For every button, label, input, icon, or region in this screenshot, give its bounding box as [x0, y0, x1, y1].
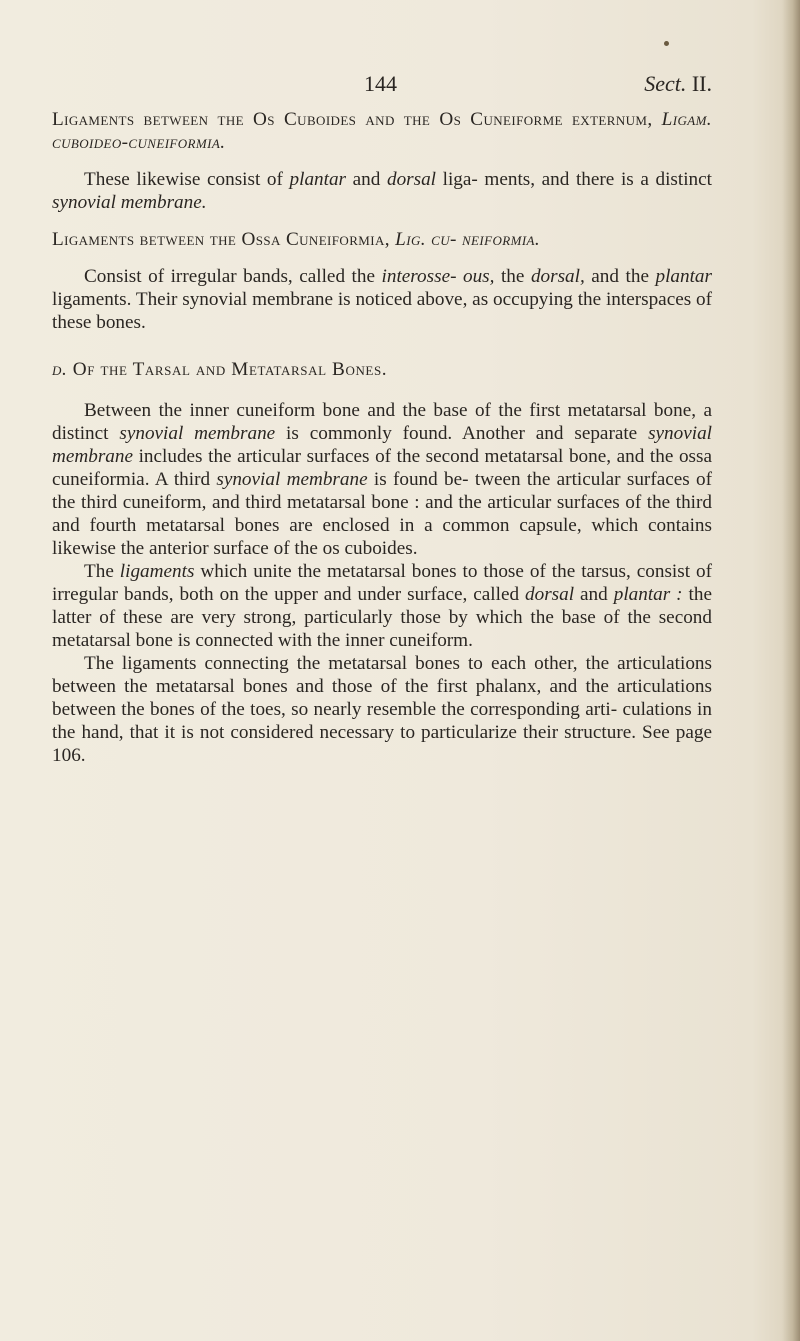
italic-run: plantar	[655, 266, 712, 287]
text-run: is commonly found. Another and separate	[275, 423, 649, 444]
italic-run: plantar	[289, 169, 347, 190]
paragraph-plantar-dorsal	[52, 168, 712, 214]
page-content	[52, 72, 712, 767]
italic-run: synovial membrane	[216, 469, 368, 490]
paragraph-toe-articulations: The ligaments connecting the metatarsal bones to each other, the articulations between the metatarsal bones and those of the first phalanx, and the articulations between the bones of the toes, so nearly resemble the corresponding arti- culations in the hand, that it is not considered necessary to particularize their structure. See page 106.	[52, 653, 712, 766]
heading-latin: Lig. cu- neiformia.	[395, 229, 541, 250]
running-head	[644, 72, 712, 95]
heading-latin: Ligam. cuboideo-cuneiformia.	[52, 109, 712, 153]
italic-run: dorsal	[525, 584, 575, 605]
page-number: 144	[364, 71, 397, 96]
text-run: and	[346, 169, 387, 190]
section-title-text: Of the Tarsal and Metatarsal Bones.	[72, 359, 388, 380]
italic-run: ligaments	[119, 561, 195, 582]
text-run: ligaments. Their synovial membrane is noticed above, as occupying the interspaces of these bones.	[52, 289, 712, 333]
heading-ossa-cuneiformia	[52, 228, 712, 251]
text-run: includes the articular surfaces of the second metatarsal bone, and the ossa cuneiformia. A third	[52, 446, 712, 490]
heading-text: Ligaments between the Ossa Cuneiformia,	[52, 229, 390, 250]
text-run: liga- ments, and there is a distinct	[436, 169, 712, 190]
running-head-sect: Sect.	[644, 71, 687, 96]
page-header	[52, 72, 712, 102]
italic-run: synovial membrane.	[52, 192, 207, 213]
ink-speck	[664, 41, 669, 46]
text-run: Between the inner cuneiform bone and the base of the first metatarsal bone, a distinct	[52, 400, 712, 444]
text-run: These likewise consist of	[84, 169, 290, 190]
italic-run: dorsal,	[530, 266, 585, 287]
italic-run: dorsal	[386, 169, 437, 190]
text-run: The	[84, 561, 120, 582]
italic-run: plantar :	[613, 584, 683, 605]
paragraph-metatarsal-ligaments	[52, 560, 712, 652]
running-head-numeral: II.	[691, 71, 712, 96]
text-run: Consist of irregular bands, called the	[84, 266, 382, 287]
text-run: and the	[584, 266, 656, 287]
text-run: the latter of these are very strong, particularly those by which the base of the second metatarsal bone is connected with the inner cuneiform.	[52, 584, 712, 651]
text-run: the	[494, 266, 531, 287]
italic-run: synovial membrane	[52, 423, 713, 467]
heading-text: Ligaments between the Os Cuboides and the Os Cuneiforme externum,	[52, 109, 653, 130]
italic-run: synovial membrane	[119, 423, 276, 444]
section-letter: d.	[52, 359, 68, 380]
text-run: is found be- tween the articular surfaces of the third cuneiform, and third metatarsal bone : and the articular surfaces of the third and fourth metatarsal bones are enclosed in a common capsule, which contains likewise the anterior surface of the os cuboides.	[52, 469, 712, 559]
text-run: which unite the metatarsal bones to those of the tarsus, consist of irregular bands, both on the upper and under surface, called	[52, 561, 712, 605]
paragraph-irregular-bands	[52, 265, 712, 334]
section-title	[52, 358, 712, 381]
heading-cuboides-cuneiforme	[52, 108, 712, 154]
text-run: and	[574, 584, 614, 605]
paragraph-synovial-membranes	[52, 399, 712, 560]
page-edge-shadow	[782, 0, 800, 1341]
italic-run: interosse- ous,	[381, 266, 495, 287]
